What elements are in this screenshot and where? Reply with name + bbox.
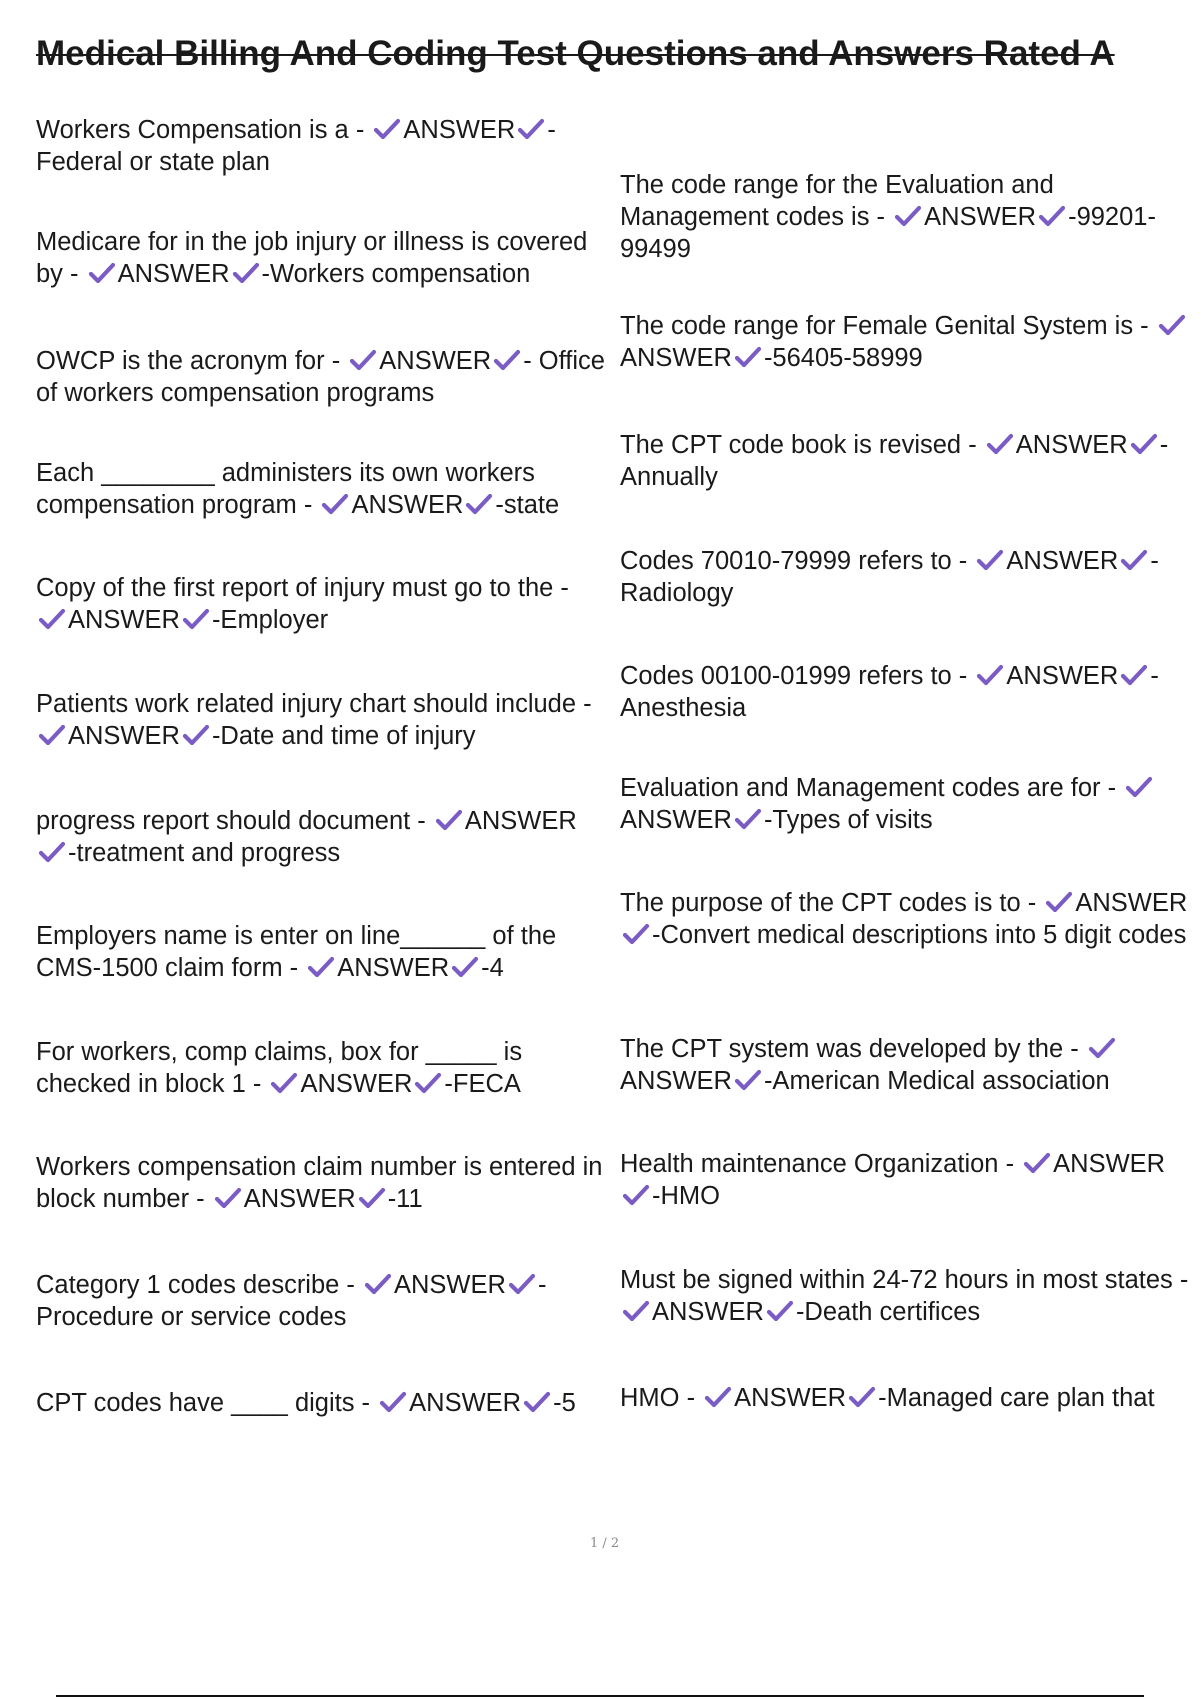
checkmark-icon (734, 807, 762, 831)
qa-item-left-8 (36, 920, 606, 984)
checkmark-icon (986, 432, 1014, 456)
answer-text: -Convert medical descriptions into 5 digit codes (652, 921, 1187, 949)
answer-text: -Death certifices (795, 1298, 981, 1326)
qa-item-left-6 (36, 688, 606, 752)
checkmark-icon (379, 1390, 407, 1414)
question-text: Must be signed within 24-72 hours in most states - (620, 1266, 1189, 1294)
question-text: CPT codes have ____ digits - (36, 1389, 378, 1417)
question-text: Each ________ administers its own workers compensation program - (36, 459, 535, 519)
checkmark-icon (321, 492, 349, 516)
answer-label: ANSWER (1015, 431, 1128, 459)
checkmark-icon (358, 1186, 386, 1210)
answer-label: ANSWER (68, 606, 180, 634)
qa-item-right-4 (620, 545, 1190, 609)
qa-item-left-9 (36, 1036, 606, 1100)
answer-text: -Date and time of injury (211, 722, 476, 750)
qa-item-left-2 (36, 226, 606, 290)
answer-text: -56405-58999 (763, 344, 923, 372)
question-text: The purpose of the CPT codes is to - (620, 889, 1044, 917)
answer-text: -Employer (211, 606, 329, 634)
question-text: progress report should document - (36, 807, 433, 835)
answer-label: ANSWER (620, 344, 732, 372)
answer-text: -state (495, 491, 560, 519)
question-text: Workers compensation claim number is entered in block number - (36, 1153, 603, 1213)
question-text: The CPT system was developed by the - (620, 1035, 1086, 1063)
qa-item-left-1 (36, 114, 606, 178)
checkmark-icon (1158, 313, 1186, 337)
answer-label: ANSWER (924, 203, 1037, 231)
checkmark-icon (704, 1385, 732, 1409)
checkmark-icon (734, 345, 762, 369)
question-text: HMO - (620, 1384, 703, 1412)
answer-label: ANSWER (403, 116, 516, 144)
qa-item-right-10 (620, 1264, 1190, 1328)
checkmark-icon (734, 1068, 762, 1092)
answer-label: ANSWER (337, 954, 450, 982)
qa-item-left-10 (36, 1151, 606, 1215)
qa-item-right-9 (620, 1148, 1190, 1212)
answer-text: -treatment and progress (68, 839, 341, 867)
answer-label: ANSWER (464, 807, 577, 835)
question-text: The code range for Female Genital System is - (620, 312, 1156, 340)
answer-label: ANSWER (409, 1389, 522, 1417)
checkmark-icon (517, 117, 545, 141)
question-text: Category 1 codes describe - (36, 1271, 362, 1299)
checkmark-icon (508, 1272, 536, 1296)
answer-label: ANSWER (1006, 547, 1119, 575)
answer-text: -4 (481, 954, 504, 982)
qa-item-right-5 (620, 660, 1190, 724)
checkmark-icon (364, 1272, 392, 1296)
question-text: For workers, comp claims, box for _____ is checked in block 1 - (36, 1038, 523, 1098)
answer-text: -Workers compensation (261, 260, 531, 288)
checkmark-icon (1120, 663, 1148, 687)
question-text: Patients work related injury chart should include - (36, 690, 592, 718)
qa-item-right-11 (620, 1382, 1190, 1414)
qa-item-left-4 (36, 457, 606, 521)
checkmark-icon (349, 348, 377, 372)
checkmark-icon (465, 492, 493, 516)
checkmark-icon (182, 607, 210, 631)
checkmark-icon (270, 1071, 298, 1095)
question-text: Workers Compensation is a - (36, 116, 372, 144)
qa-item-left-11 (36, 1269, 606, 1333)
checkmark-icon (976, 548, 1004, 572)
checkmark-icon (38, 723, 66, 747)
checkmark-icon (435, 808, 463, 832)
answer-label: ANSWER (620, 806, 732, 834)
answer-label: ANSWER (300, 1070, 413, 1098)
checkmark-icon (1038, 204, 1066, 228)
checkmark-icon (1023, 1151, 1051, 1175)
answer-label: ANSWER (379, 347, 492, 375)
question-text: Codes 00100-01999 refers to - (620, 662, 975, 690)
qa-item-right-6 (620, 772, 1190, 836)
answer-label: ANSWER (1053, 1150, 1166, 1178)
answer-label: ANSWER (620, 1067, 732, 1095)
checkmark-icon (214, 1186, 242, 1210)
answer-text: -HMO (652, 1182, 720, 1210)
answer-label: ANSWER (734, 1384, 847, 1412)
checkmark-icon (1130, 432, 1158, 456)
qa-item-right-1 (620, 169, 1190, 265)
checkmark-icon (848, 1385, 876, 1409)
checkmark-icon (414, 1071, 442, 1095)
qa-item-left-12 (36, 1387, 606, 1419)
qa-item-right-7 (620, 887, 1190, 951)
question-text: The CPT code book is revised - (620, 431, 984, 459)
checkmark-icon (493, 348, 521, 372)
checkmark-icon (88, 261, 116, 285)
checkmark-icon (622, 1299, 650, 1323)
qa-item-right-2 (620, 310, 1190, 374)
answer-text: -American Medical association (763, 1067, 1110, 1095)
answer-label: ANSWER (1075, 889, 1188, 917)
answer-label: ANSWER (243, 1185, 356, 1213)
qa-item-right-3 (620, 429, 1190, 493)
qa-item-left-5 (36, 572, 606, 636)
answer-text: -11 (387, 1185, 423, 1213)
footer-divider (56, 1695, 1144, 1697)
question-text: Employers name is enter on line______ of the CMS-1500 claim form - (36, 922, 557, 982)
page-number: 1 / 2 (590, 1536, 620, 1551)
answer-text: - Procedure or service codes (36, 1271, 547, 1331)
checkmark-icon (373, 117, 401, 141)
checkmark-icon (976, 663, 1004, 687)
document-title: Medical Billing And Coding Test Questions and Answers Rated A (36, 34, 1115, 73)
question-text: OWCP is the acronym for - (36, 347, 348, 375)
checkmark-icon (1088, 1036, 1116, 1060)
answer-text: -Types of visits (763, 806, 933, 834)
checkmark-icon (307, 955, 335, 979)
answer-label: ANSWER (117, 260, 230, 288)
checkmark-icon (38, 840, 66, 864)
question-text: Codes 70010-79999 refers to - (620, 547, 975, 575)
checkmark-icon (523, 1390, 551, 1414)
checkmark-icon (622, 1183, 650, 1207)
checkmark-icon (451, 955, 479, 979)
question-text: Copy of the first report of injury must go to the - (36, 574, 569, 602)
qa-item-left-3 (36, 345, 606, 409)
checkmark-icon (1125, 775, 1153, 799)
checkmark-icon (38, 607, 66, 631)
checkmark-icon (1045, 890, 1073, 914)
checkmark-icon (182, 723, 210, 747)
answer-label: ANSWER (351, 491, 464, 519)
qa-item-left-7 (36, 805, 606, 869)
question-text: Medicare for in the job injury or illness is covered by - (36, 228, 588, 288)
checkmark-icon (232, 261, 260, 285)
answer-label: ANSWER (1006, 662, 1119, 690)
answer-label: ANSWER (68, 722, 180, 750)
qa-item-right-8 (620, 1033, 1190, 1097)
answer-label: ANSWER (652, 1298, 764, 1326)
checkmark-icon (1120, 548, 1148, 572)
checkmark-icon (622, 922, 650, 946)
answer-text: - Office of workers compensation programs (36, 347, 605, 407)
answer-text: -99201-99499 (620, 203, 1156, 263)
checkmark-icon (766, 1299, 794, 1323)
question-text: Health maintenance Organization - (620, 1150, 1022, 1178)
answer-text: - Radiology (620, 547, 1159, 607)
answer-text: -FECA (444, 1070, 521, 1098)
answer-text: -Managed care plan that (878, 1384, 1155, 1412)
question-text: The code range for the Evaluation and Management codes is - (620, 171, 1054, 231)
checkmark-icon (894, 204, 922, 228)
question-text: Evaluation and Management codes are for - (620, 774, 1124, 802)
answer-text: - Anesthesia (620, 662, 1159, 722)
answer-text: - Federal or state plan (36, 116, 556, 176)
answer-text: -5 (553, 1389, 576, 1417)
answer-label: ANSWER (394, 1271, 506, 1299)
answer-text: - Annually (620, 431, 1169, 491)
